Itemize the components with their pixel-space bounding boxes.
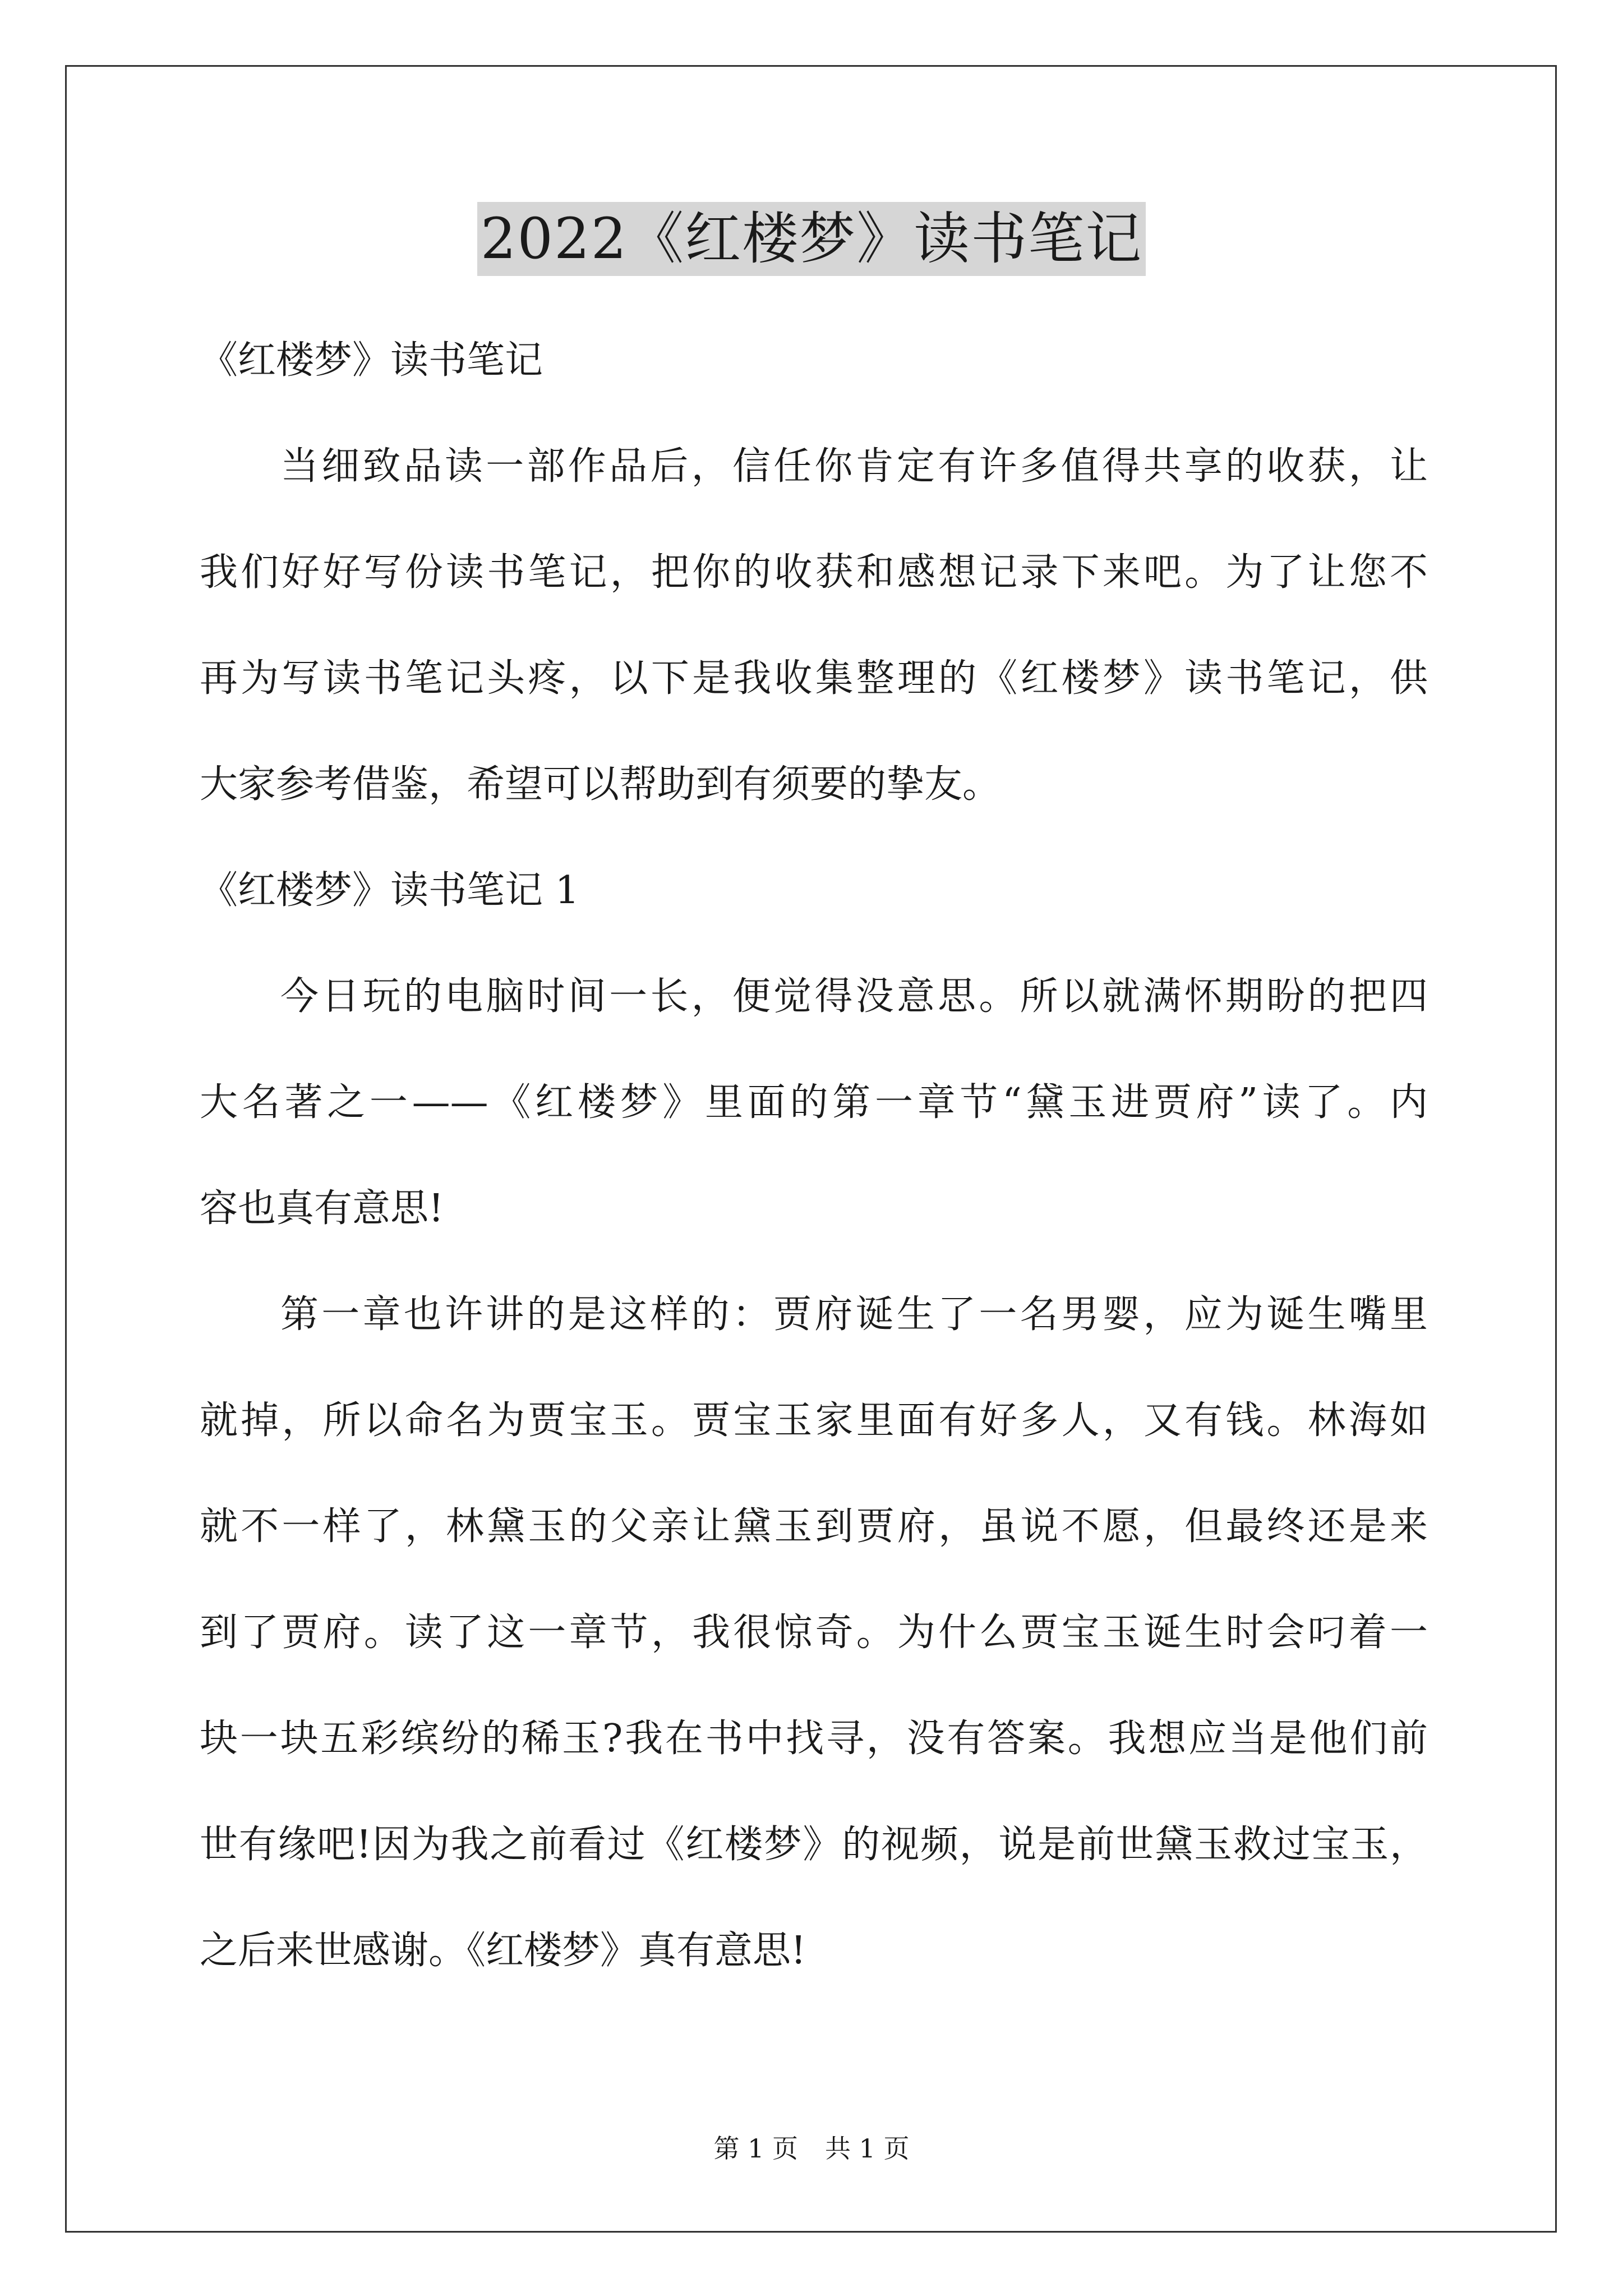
paragraph-line: 之后来世感谢。《红楼梦》真有意思! [200,1929,806,1973]
paragraph-line: 大家参考借鉴，希望可以帮助到有须要的挚友。 [200,762,1001,807]
paragraph-line: 再为写读书笔记头疼，以下是我收集整理的《红楼梦》读书笔记，供 [200,656,1428,701]
paragraph-line: 今日玩的电脑时间一长，便觉得没意思。所以就满怀期盼的把四 [280,974,1428,1019]
section-heading: 《红楼梦》读书笔记 [200,338,543,383]
section-heading: 《红楼梦》读书笔记 1 [200,868,579,913]
document-body [200,307,1428,2004]
paragraph-line: 我们好好写份读书笔记，把你的收获和感想记录下来吧。为了让您不 [200,550,1428,595]
page-footer [0,2132,1623,2165]
paragraph-line: 世有缘吧!因为我之前看过《红楼梦》的视频，说是前世黛玉救过宝玉， [200,1823,1428,1867]
paragraph-line: 块一块五彩缤纷的稀玉?我在书中找寻，没有答案。我想应当是他们前 [200,1717,1428,1761]
paragraph-line: 第一章也许讲的是这样的：贾府诞生了一名男婴，应为诞生嘴里 [280,1292,1428,1337]
document-title: 2022《红楼梦》读书笔记 [477,202,1146,276]
paragraph-line: 当细致品读一部作品后，信任你肯定有许多值得共享的收获，让 [280,444,1428,489]
page-total: 共 1 页 [825,2133,910,2164]
paragraph-line: 到了贾府。读了这一章节，我很惊奇。为什么贾宝玉诞生时会叼着一 [200,1611,1428,1655]
paragraph-line: 就掉，所以命名为贾宝玉。贾宝玉家里面有好多人，又有钱。林海如 [200,1398,1428,1443]
paragraph-line: 就不一样了，林黛玉的父亲让黛玉到贾府，虽说不愿，但最终还是来 [200,1504,1428,1549]
page-number: 第 1 页 [713,2133,798,2164]
title-container [0,202,1623,276]
paragraph-line: 容也真有意思! [200,1186,444,1231]
paragraph-line: 大名著之一——《红楼梦》里面的第一章节“黛玉进贾府”读了。内 [200,1080,1428,1125]
